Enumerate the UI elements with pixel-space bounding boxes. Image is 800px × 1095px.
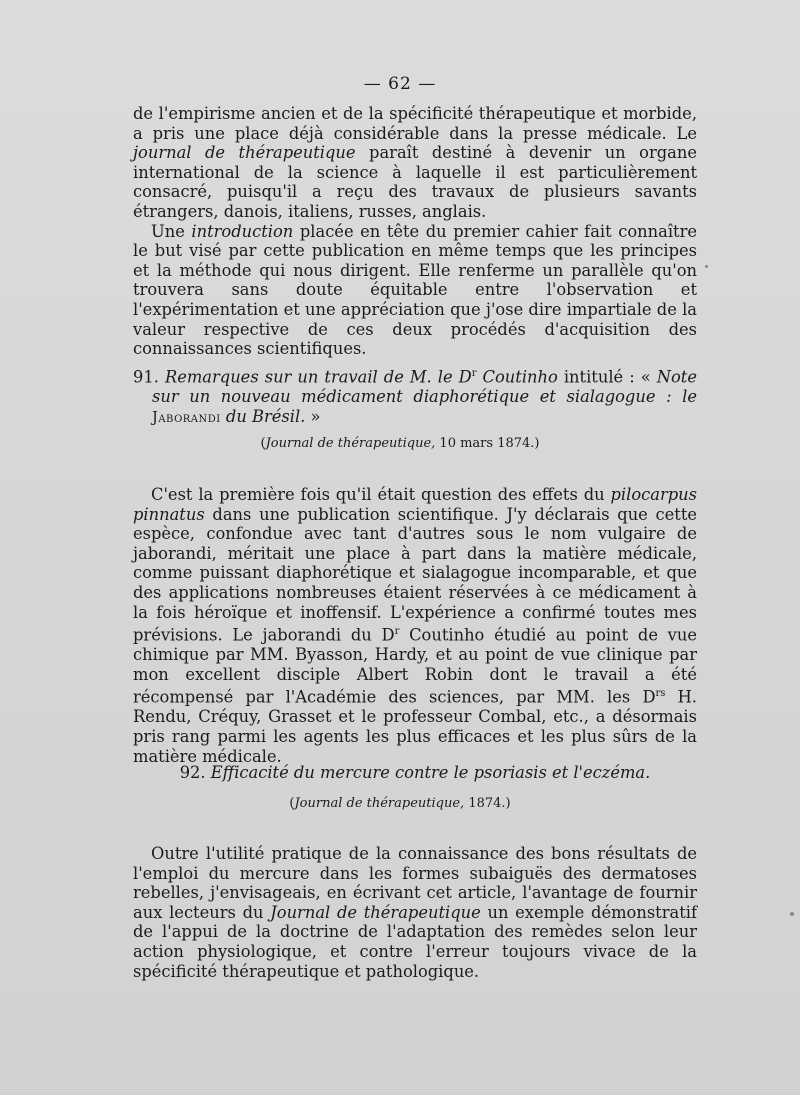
introduction-word: introduction	[191, 221, 294, 241]
section-number: 91.	[133, 367, 159, 387]
journal-title: journal de thérapeutique	[133, 143, 356, 163]
section-92-source: (Journal de thérapeutique, 1874.)	[289, 796, 511, 811]
section-91-body: C'est la première fois qu'il était question des effets du pilocarpus pinnatus dans une publication scientifique. J'y déclarais que cette espèce, confondue avec tant d'autres sous le nom vulgaire de jaborandi, méritait une place à part dans la matière médicale, comme puissant diaphorétique et sialagogue incomparable, et que des applications nombreuses étaient réservées à ce médicament à la fois héroïque et inoffensif. L'expérience a confirmé toutes mes prévisions. Le jaborandi du $D^r$ Coutinho étudié au point de vue chimique par MM. Byasson, Hardy, et au point de vue clinique par mon excellent disciple Albert Robin dont le travail a été récompensé par l'Académie des sciences, par MM. les $D^{rs}$ H. Rendu, Créquy, Grasset et le professeur Combal, etc., a désormais pris rang parmi les agents les plus efficaces et les plus sûrs de la matière médicale.	[133, 485, 698, 766]
section-91-source: (Journal de thérapeutique, 10 mars 1874.)	[260, 436, 540, 451]
paper-speck	[705, 265, 708, 268]
section-92-body: Outre l'utilité pratique de la connaissance des bons résultats de l'emploi du mercure dans les formes subaiguës des dermatoses rebelles, j'envisageais, en écrivant cet article, l'avantage de fournir aux lecteurs du Journal de thérapeutique un exemple démonstratif de l'appui de la doctrine de l'adaptation des remèdes selon leur action physiologique, et contre l'erreur toujours vivace de la spécificité thérapeutique et pathologique.	[133, 844, 697, 981]
section-number: 92.	[179, 763, 206, 782]
section-91-heading: 91. Remarques sur un travail de M. le $D^r$ Coutinho intitulé : « Note sur un nouveau médicament diaphorétique et sialagogue : le Jaborandi du Brésil. »	[133, 367, 697, 426]
intro-paragraph-2: Une introduction placée en tête du premier cahier fait connaître le but visé par cette publication en même temps que les principes et la méthode qui nous dirigent. Elle renferme un parallèle qu'on trouvera sans doute équitable entre l'observation et l'expérimentation et une appréciation que j'ose dire impartiale de la valeur respective de ces deux procédés d'acquisition des connaissances scientifiques.	[133, 221, 697, 359]
intro-paragraph-1: de l'empirisme ancien et de la spécificité thérapeutique et morbide, a pris une place déjà considérable dans la presse médicale. Le journal de thérapeutique paraît destiné à devenir un organe international de la science à laquelle il est particulièrement consacré, puisqu'il a reçu des travaux de plusieurs savants étrangers, danois, italiens, russes, anglais.	[133, 104, 697, 221]
section-92-heading: 92. Efficacité du mercure contre le psoriasis et l'eczéma.	[179, 763, 651, 782]
paper-speck	[790, 912, 794, 916]
page-number: — 62 —	[363, 74, 437, 94]
intro-text	[133, 104, 697, 359]
